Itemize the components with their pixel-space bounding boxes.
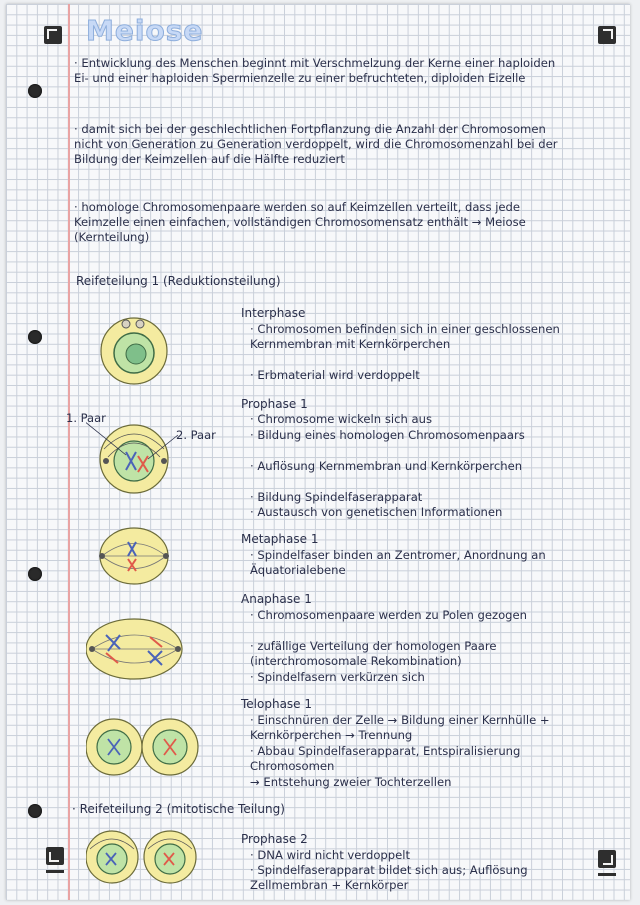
phase-bullet: · Erbmaterial wird verdoppelt: [250, 368, 420, 382]
punch-hole: [28, 804, 42, 818]
intro-paragraph: · damit sich bei der geschlechtlichen Fortpflanzung die Anzahl der Chromosomen nicht von Generation zu Generation verdoppelt, wird die Chromosomenzahl bei der Bildung der Keimzellen auf die Hälfte reduziert: [74, 122, 558, 167]
phase-title: Metaphase 1: [241, 532, 319, 546]
pair-label: 2. Paar: [176, 428, 216, 442]
phase-title: Anaphase 1: [241, 592, 312, 606]
corner-bar: [598, 873, 616, 876]
corner-mark-icon: [46, 847, 64, 865]
phase-bullet: · Abbau Spindelfaserapparat, Entspiralisierung Chromosomen: [250, 744, 521, 774]
phase-title: Interphase: [241, 306, 306, 320]
phase-bullet: · Bildung eines homologen Chromosomenpaars: [250, 428, 525, 442]
pair-label: 1. Paar: [66, 411, 106, 425]
section-heading: Reifeteilung 1 (Reduktionsteilung): [76, 274, 281, 288]
telophase1-cells: [86, 719, 198, 775]
metaphase1-cell: [99, 528, 169, 584]
notebook-page: [6, 4, 630, 900]
phase-bullet: · DNA wird nicht verdoppelt: [250, 848, 411, 862]
punch-hole: [28, 567, 42, 581]
meiosis-diagram: [86, 309, 206, 899]
phase-bullet: · Austausch von genetischen Informationen: [250, 505, 503, 519]
punch-hole: [28, 84, 42, 98]
interphase-cell: [101, 318, 167, 384]
phase-bullet: · Chromosomenpaare werden zu Polen gezogen: [250, 608, 528, 622]
intro-paragraph: · Entwicklung des Menschen beginnt mit Verschmelzung der Kerne einer haploiden Ei- und einer haploiden Spermienzelle zu einer befruchteten, diploiden Eizelle: [74, 56, 556, 86]
phase-title: Telophase 1: [241, 697, 313, 711]
intro-paragraph: · homologe Chromosomenpaare werden so auf Keimzellen verteilt, dass jede Keimzelle einen einfachen, vollständigen Chromosomensatz enthält → Meiose (Kernteilung): [74, 200, 526, 245]
page-title: Meiose: [86, 14, 204, 47]
phase-title: Prophase 2: [241, 832, 308, 846]
phase-bullet: · Chromosome wickeln sich aus: [250, 412, 432, 426]
margin-line: [68, 4, 70, 900]
anaphase1-cell: [86, 619, 182, 679]
phase-bullet: · Spindelfaserapparat bildet sich aus; Auflösung Zellmembran + Kernkörper: [250, 863, 528, 893]
prophase1-cell: [86, 421, 178, 493]
phase-bullet: · Auflösung Kernmembran und Kernkörperchen: [250, 459, 523, 473]
section-heading: · Reifeteilung 2 (mitotische Teilung): [72, 802, 285, 816]
phase-bullet: · Einschnüren der Zelle → Bildung einer Kernhülle + Kernkörperchen → Trennung: [250, 713, 550, 743]
punch-hole: [28, 330, 42, 344]
phase-bullet: · zufällige Verteilung der homologen Paare (interchromosomale Rekombination): [250, 639, 497, 669]
corner-mark-icon: [598, 26, 616, 44]
phase-bullet: · Spindelfaser binden an Zentromer, Anordnung an Äquatorialebene: [250, 548, 546, 578]
phase-bullet: · Bildung Spindelfaserapparat: [250, 490, 423, 504]
corner-mark-icon: [44, 26, 62, 44]
corner-mark-icon: [598, 850, 616, 868]
phase-bullet: · Chromosomen befinden sich in einer geschlossenen Kernmembran mit Kernkörperchen: [250, 322, 560, 352]
corner-bar: [46, 870, 64, 873]
phase-title: Prophase 1: [241, 397, 308, 411]
prophase2-cells: [86, 831, 196, 883]
phase-bullet: → Entstehung zweier Tochterzellen: [250, 775, 452, 789]
phase-bullet: · Spindelfasern verkürzen sich: [250, 670, 425, 684]
